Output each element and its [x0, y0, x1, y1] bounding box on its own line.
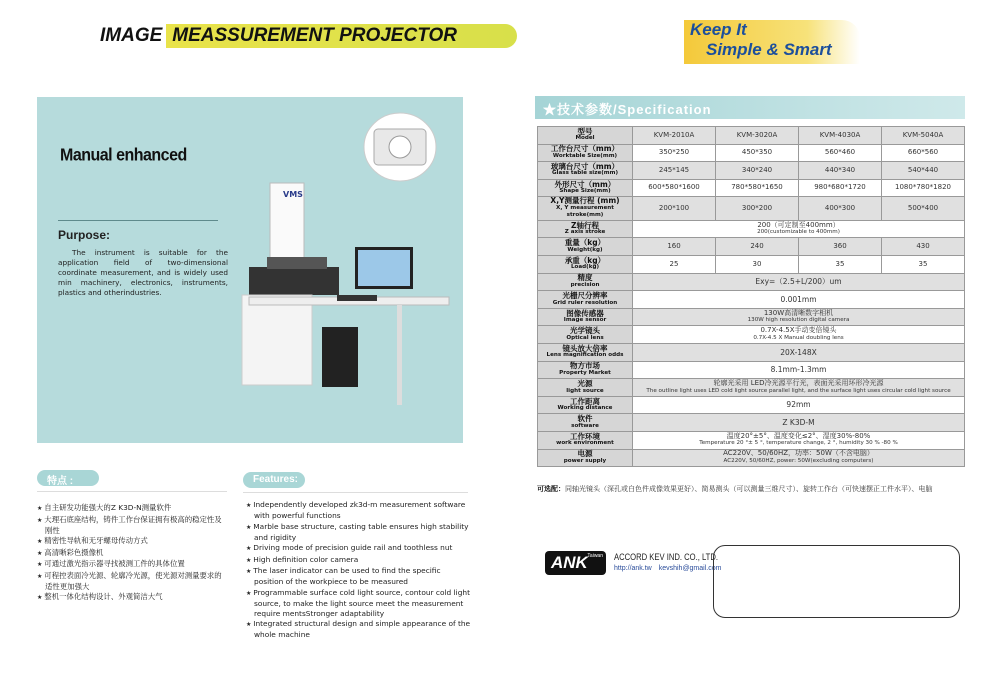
spec-value: [633, 273, 965, 291]
spec-table: [537, 126, 965, 467]
spec-value: 780*580*1650: [716, 179, 799, 197]
features-en-list: [246, 500, 472, 641]
spec-row: [538, 179, 965, 197]
feature-item: ★ Marble base structure, casting table ensures high stability and rigidity: [246, 522, 472, 543]
spec-value: KVM-4030A: [799, 127, 882, 145]
spec-value-main: Exy=（2.5+L/200）um: [755, 277, 842, 287]
spec-value: 560*460: [799, 144, 882, 162]
spec-label-cn: 光源: [577, 379, 593, 389]
spec-row: [538, 432, 965, 450]
spec-row: [538, 361, 965, 379]
spec-value: [633, 291, 965, 309]
spec-label-en: power supply: [563, 457, 607, 464]
spec-label: [538, 344, 633, 362]
spec-value: 600*580*1600: [633, 179, 716, 197]
spec-value: 35: [882, 256, 965, 274]
spec-value: 660*560: [882, 144, 965, 162]
spec-label: [538, 144, 633, 162]
spec-label-en: Load(kg): [570, 264, 600, 271]
spec-label: [538, 127, 633, 145]
spec-label: [538, 326, 633, 344]
spec-value: [633, 449, 965, 467]
spec-value: 200*100: [633, 197, 716, 221]
spec-label-en: Optical lens: [566, 334, 604, 341]
spec-value: 245*145: [633, 162, 716, 180]
spec-value: 240: [716, 238, 799, 256]
product-heading: Manual enhanced: [60, 146, 187, 165]
spec-label: [538, 379, 633, 397]
spec-label: [538, 361, 633, 379]
spec-label-cn: 玻璃台尺寸（mm）: [550, 161, 620, 171]
spec-row: [538, 308, 965, 326]
spec-row: [538, 273, 965, 291]
feature-item: ★ 高清晰彩色摄像机: [37, 548, 227, 559]
spec-label-cn: X,Y测量行程 (mm): [550, 196, 620, 206]
spec-value: 350*250: [633, 144, 716, 162]
slogan-line1: Keep It: [690, 20, 747, 39]
spec-label-en: work environment: [556, 440, 614, 447]
spec-label: [538, 273, 633, 291]
spec-value: 360: [799, 238, 882, 256]
feature-item: ★ Programmable surface cold light source, contour cold light source, to make the light source meet the measurement require mentsStronger adaptability: [246, 588, 472, 619]
spec-label-cn: 软件: [577, 414, 593, 424]
spec-label: [538, 179, 633, 197]
spec-label-en: Z axis stroke: [564, 229, 606, 236]
spec-label-cn: 型号: [577, 126, 593, 136]
spec-label-en: Working distance: [557, 405, 613, 412]
spec-value: 500*400: [882, 197, 965, 221]
spec-label-en: precision: [570, 281, 600, 288]
spec-value-main: 92mm: [786, 400, 811, 410]
purpose-text: The instrument is suitable for the application field of two-dimensional coordinate measurement, and is widely used min machinery, electronics, instruments, plastics and otherindustries.: [58, 248, 228, 297]
feature-item: ★ 自主研发功能强大的Z K3D-N测量软件: [37, 503, 227, 514]
spec-label-en: Model: [575, 135, 595, 142]
spec-label: [538, 308, 633, 326]
spec-value-sub: AC220V, 50/60HZ, power: 50W(excluding computers): [723, 457, 874, 464]
spec-value: 450*350: [716, 144, 799, 162]
divider: [58, 220, 218, 221]
spec-label: [538, 256, 633, 274]
spec-label-cn: 光栅尺分辨率: [562, 291, 608, 301]
spec-row: [538, 220, 965, 238]
spec-label-cn: 精度: [577, 273, 593, 283]
feature-item: ★ Independently developed zk3d-m measurement software with powerful functions: [246, 500, 472, 521]
features-en-label: Features:: [243, 472, 305, 488]
spec-value: [633, 361, 965, 379]
divider: [37, 491, 227, 492]
spec-value-main: Z K3D-M: [782, 417, 815, 427]
spec-label-en: Weight(kg): [567, 246, 603, 253]
spec-row: [538, 127, 965, 145]
spec-label-cn: 镜头放大倍率: [562, 343, 608, 353]
spec-label: [538, 291, 633, 309]
spec-value-main: 轮廓光采用 LED冷光源平行光，表面光采用环形冷光源: [713, 379, 884, 388]
spec-value: KVM-5040A: [882, 127, 965, 145]
company-web[interactable]: http://ank.tw: [614, 565, 652, 572]
spec-value-main: 0.7X-4.5X手动变倍镜头: [760, 326, 837, 335]
spec-row: [538, 256, 965, 274]
notes-box: [713, 545, 960, 618]
feature-item: ★ 整机一体化结构设计、外观简洁大气: [37, 592, 227, 603]
company-contact: [614, 565, 721, 572]
spec-value: [633, 432, 965, 450]
spec-value: [633, 379, 965, 397]
company-logo: [545, 551, 606, 575]
spec-title: ★技术参数/Specification: [535, 96, 965, 119]
spec-label-cn: 工作距离: [570, 396, 600, 406]
spec-label-cn: 承重（kg）: [564, 255, 606, 265]
feature-item: ★ 可通过激光指示器寻找被测工件的具体位置: [37, 559, 227, 570]
title-main: MEASSUREMENT PROJECTOR: [166, 24, 517, 48]
spec-label-en: Shape Size(mm): [559, 188, 611, 195]
spec-label-cn: 工作环境: [570, 431, 600, 441]
optional-accessories: [537, 484, 933, 494]
logo-tag: Taiwan: [587, 553, 603, 559]
spec-value-main: 0.001mm: [780, 294, 817, 304]
slogan-logo: [684, 20, 860, 64]
spec-value: 340*240: [716, 162, 799, 180]
spec-label-cn: 图像传感器: [566, 308, 604, 318]
feature-item: ★ High definition color camera: [246, 555, 472, 566]
spec-label-en: Image sensor: [563, 317, 607, 324]
title-prefix: IMAGE: [100, 25, 163, 46]
company-name: ACCORD KEV IND. CO., LTD.: [614, 552, 719, 562]
spec-row: [538, 162, 965, 180]
spec-label-en: light source: [566, 387, 604, 394]
spec-value-main: AC220V、50/60HZ，功率：50W（不含电脑）: [723, 449, 874, 458]
spec-label-en: Glass table size(mm): [551, 170, 619, 177]
optional-label: 可选配：: [537, 485, 565, 493]
spec-value: 540*440: [882, 162, 965, 180]
spec-row: [538, 197, 965, 221]
spec-value: KVM-3020A: [716, 127, 799, 145]
purpose-label: Purpose:: [58, 228, 111, 242]
spec-value-sub: Temperature 20 °± 5 °, temperature change, 2 °, humidity 30 % -80 %: [699, 440, 898, 447]
spec-row: [538, 144, 965, 162]
spec-label-en: X, Y measurement stroke(mm): [556, 204, 614, 219]
spec-value: 980*680*1720: [799, 179, 882, 197]
spec-value: 440*340: [799, 162, 882, 180]
spec-value: [633, 220, 965, 238]
spec-label-cn: 电源: [577, 449, 593, 459]
spec-value-main: 20X-148X: [780, 347, 817, 357]
spec-value: 430: [882, 238, 965, 256]
spec-row: [538, 449, 965, 467]
spec-label: [538, 220, 633, 238]
spec-label-en: Lens magnification odds: [546, 352, 624, 359]
feature-item: ★ Driving mode of precision guide rail and toothless nut: [246, 543, 472, 554]
spec-value: 300*200: [716, 197, 799, 221]
spec-value: 30: [716, 256, 799, 274]
spec-label-cn: 物方市场: [570, 361, 600, 371]
spec-value-sub: 0.7X-4.5 X Manual doubling lens: [753, 334, 844, 341]
spec-row: [538, 344, 965, 362]
spec-label-en: Property Market: [559, 369, 611, 376]
feature-item: ★ The laser indicator can be used to find the specific position of the workpiece to be measured: [246, 566, 472, 587]
spec-label-cn: 重量（kg）: [564, 238, 606, 248]
company-email[interactable]: kevshih@gmail.com: [658, 565, 722, 572]
spec-label-en: software: [571, 422, 599, 429]
spec-label-en: Worktable Size(mm): [552, 152, 618, 159]
spec-label: [538, 432, 633, 450]
brochure-title: [100, 24, 517, 48]
spec-value: [633, 308, 965, 326]
spec-value: [633, 396, 965, 414]
spec-row: [538, 396, 965, 414]
feature-item: ★ Integrated structural design and simple appearance of the whole machine: [246, 619, 472, 640]
spec-row: [538, 291, 965, 309]
feature-item: ★ 精密性导轨和无牙螺母传动方式: [37, 536, 227, 547]
spec-label-cn: 光学镜头: [570, 326, 600, 336]
spec-value-sub: 130W high resolution digital camera: [747, 317, 850, 324]
spec-label-cn: Z轴行程: [571, 220, 599, 230]
spec-value: 1080*780*1820: [882, 179, 965, 197]
feature-item: ★ 大理石底座结构，铸件工作台保证拥有极高的稳定性及刚性: [37, 515, 227, 536]
spec-label-en: Grid ruler resolution: [552, 299, 618, 306]
spec-value: 25: [633, 256, 716, 274]
features-cn-label: 特点 :: [37, 470, 99, 486]
slogan-line2: Simple & Smart: [706, 40, 832, 59]
optional-text: 同轴光镜头（深孔或白色件成像效果更好）、简易测头（可以测量三维尺寸）、旋转工作台（可快速摆正工件水平）、电脑: [565, 485, 933, 493]
spec-label: [538, 414, 633, 432]
divider: [243, 492, 468, 493]
spec-value: 400*300: [799, 197, 882, 221]
logo-text: ANK: [551, 553, 588, 572]
spec-label: [538, 238, 633, 256]
machine-label: VMS: [283, 190, 303, 199]
spec-row: [538, 379, 965, 397]
spec-row: [538, 414, 965, 432]
spec-value-main: 200（可定制至400mm）: [757, 220, 840, 229]
spec-value: [633, 414, 965, 432]
spec-value: [633, 344, 965, 362]
spec-label-cn: 外形尺寸（mm）: [554, 179, 616, 189]
feature-item: ★ 可程控表面冷光源、轮廓冷光源，使光源对测量要求的适性更加强大: [37, 571, 227, 592]
spec-label: [538, 449, 633, 467]
spec-row: [538, 326, 965, 344]
spec-value-main: 温度20°±5°、温度变化≤2°、湿度30%-80%: [726, 431, 871, 440]
spec-value: KVM-2010A: [633, 127, 716, 145]
spec-value: [633, 326, 965, 344]
spec-value-sub: 200(customizable to 400mm): [757, 229, 840, 236]
spec-value: 35: [799, 256, 882, 274]
spec-row: [538, 238, 965, 256]
features-cn-list: [37, 503, 227, 604]
spec-value: 160: [633, 238, 716, 256]
spec-label: [538, 162, 633, 180]
spec-label: [538, 197, 633, 221]
spec-value-sub: The outline light uses LED cold light source parallel light, and the surface light uses circular cold light source: [646, 387, 951, 394]
spec-label: [538, 396, 633, 414]
spec-label-cn: 工作台尺寸（mm）: [550, 144, 620, 154]
spec-value-main: 8.1mm-1.3mm: [770, 365, 827, 375]
spec-value-main: 130W高清晰数字相机: [763, 308, 834, 317]
